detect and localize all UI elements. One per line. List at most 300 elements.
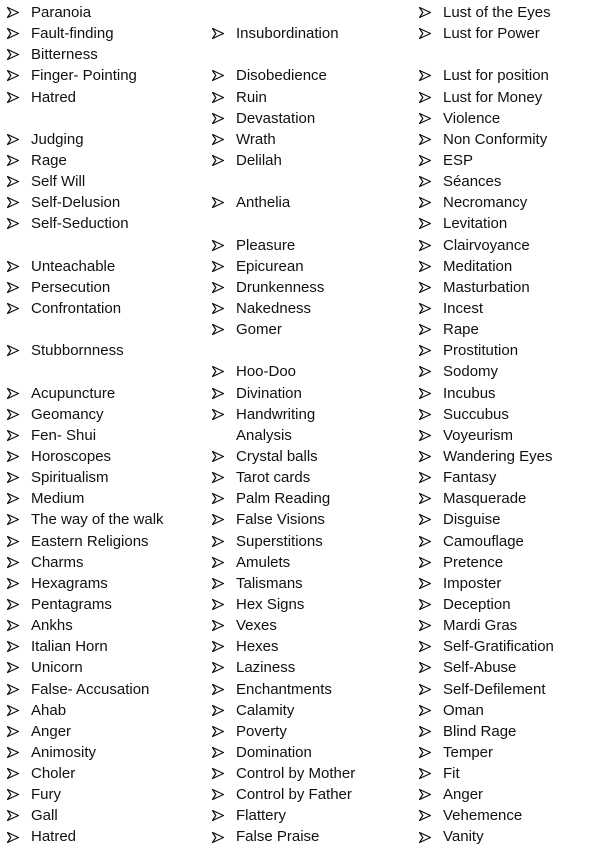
list-item — [7, 721, 207, 742]
bullet-list-column-3 — [419, 2, 608, 848]
list-item — [212, 256, 412, 277]
list-item-label: Masturbation — [443, 278, 530, 296]
arrowhead-bullet-icon — [419, 721, 433, 742]
list-item-label: Gall — [31, 807, 58, 825]
list-spacer — [212, 44, 412, 65]
list-spacer — [7, 319, 207, 340]
list-item-label: Fault-finding — [31, 25, 114, 43]
list-item-label: Rage — [31, 151, 67, 169]
arrowhead-bullet-icon — [7, 509, 21, 530]
arrowhead-bullet-icon — [419, 531, 433, 552]
list-item — [212, 361, 412, 382]
arrowhead-bullet-icon — [7, 171, 21, 192]
list-item-label: Nakedness — [236, 299, 312, 317]
list-item-label: Lust of the Eyes — [443, 4, 551, 21]
arrowhead-bullet-icon — [212, 319, 226, 340]
list-item-label: Lust for Money — [443, 88, 543, 106]
list-item — [419, 361, 608, 382]
arrowhead-bullet-icon — [419, 2, 433, 23]
arrowhead-bullet-icon — [419, 615, 433, 636]
bullet-list-column-2 — [212, 2, 412, 848]
arrowhead-bullet-icon — [212, 636, 226, 657]
list-item — [7, 488, 207, 509]
list-item — [7, 763, 207, 784]
list-item — [419, 721, 608, 742]
arrowhead-bullet-icon — [419, 87, 433, 108]
list-item-label: Italian Horn — [31, 638, 108, 656]
arrowhead-bullet-icon — [212, 383, 226, 404]
list-item-label: Hatred — [31, 828, 77, 846]
arrowhead-bullet-icon — [212, 129, 226, 150]
list-item — [212, 742, 412, 763]
list-item — [7, 657, 207, 678]
list-item-label: Eastern Religions — [31, 532, 149, 550]
arrowhead-bullet-icon — [419, 467, 433, 488]
arrowhead-bullet-icon — [212, 826, 226, 847]
list-item — [419, 425, 608, 446]
list-item-label: Vehemence — [443, 807, 523, 825]
list-item-label: Levitation — [443, 215, 508, 233]
arrowhead-bullet-icon — [7, 192, 21, 213]
arrowhead-bullet-icon — [419, 108, 433, 129]
list-item — [419, 573, 608, 594]
list-item-label: Incest — [443, 299, 484, 317]
list-item-label: Lust for position — [443, 67, 549, 85]
list-item-label: Oman — [443, 701, 484, 719]
list-item-label: Gomer — [236, 321, 282, 339]
arrowhead-bullet-icon — [419, 65, 433, 86]
list-item-label: Laziness — [236, 659, 296, 677]
arrowhead-bullet-icon — [7, 404, 21, 425]
list-spacer — [7, 361, 207, 382]
arrowhead-bullet-icon — [419, 446, 433, 467]
list-item-label: Rape — [443, 321, 479, 339]
list-item — [7, 192, 207, 213]
list-item-label: Succubus — [443, 405, 509, 423]
list-item — [419, 150, 608, 171]
list-item-label: Fantasy — [443, 469, 497, 487]
list-item-label: Non Conformity — [443, 130, 548, 148]
list-item-label: Necromancy — [443, 194, 528, 212]
arrowhead-bullet-icon — [212, 361, 226, 382]
list-item-label: Clairvoyance — [443, 236, 530, 254]
list-item-label: Wandering Eyes — [443, 447, 553, 465]
arrowhead-bullet-icon — [212, 784, 226, 805]
list-item — [419, 594, 608, 615]
list-item-label: Finger- Pointing — [31, 67, 137, 85]
list-item — [7, 425, 207, 446]
arrowhead-bullet-icon — [419, 383, 433, 404]
list-item-label: Amulets — [236, 553, 291, 571]
arrowhead-bullet-icon — [419, 213, 433, 234]
list-item — [212, 425, 412, 446]
list-item — [419, 404, 608, 425]
list-item — [212, 319, 412, 340]
list-item-label: Delilah — [236, 151, 282, 169]
arrowhead-bullet-icon — [419, 192, 433, 213]
list-item — [419, 826, 608, 847]
list-spacer — [7, 108, 207, 129]
arrowhead-bullet-icon — [419, 552, 433, 573]
list-item — [419, 108, 608, 129]
list-item — [419, 509, 608, 530]
arrowhead-bullet-icon — [212, 488, 226, 509]
list-item-label: Anthelia — [236, 194, 291, 212]
list-item — [419, 488, 608, 509]
arrowhead-bullet-icon — [419, 742, 433, 763]
arrowhead-bullet-icon — [7, 150, 21, 171]
list-item-label: Enchantments — [236, 680, 332, 698]
list-item — [212, 826, 412, 847]
arrowhead-bullet-icon — [419, 679, 433, 700]
arrowhead-bullet-icon — [7, 552, 21, 573]
list-item — [212, 784, 412, 805]
list-item — [212, 509, 412, 530]
list-item-label: Incubus — [443, 384, 496, 402]
arrowhead-bullet-icon — [7, 657, 21, 678]
arrowhead-bullet-icon — [212, 192, 226, 213]
list-item — [7, 256, 207, 277]
list-item-label: Self-Delusion — [31, 194, 121, 212]
arrowhead-bullet-icon — [7, 573, 21, 594]
list-item — [419, 763, 608, 784]
list-item-label: Ruin — [236, 88, 267, 106]
arrowhead-bullet-icon — [7, 340, 21, 361]
list-item — [212, 383, 412, 404]
list-item — [7, 340, 207, 361]
list-item — [212, 573, 412, 594]
list-item-label: Deception — [443, 595, 511, 613]
list-item — [7, 467, 207, 488]
arrowhead-bullet-icon — [419, 784, 433, 805]
list-item-label: Palm Reading — [236, 490, 331, 508]
list-item-label: Unteachable — [31, 257, 116, 275]
list-item-label: Pretence — [443, 553, 504, 571]
list-item — [212, 65, 412, 86]
arrowhead-bullet-icon — [419, 805, 433, 826]
arrowhead-bullet-icon — [212, 615, 226, 636]
arrowhead-bullet-icon — [419, 488, 433, 509]
list-item — [419, 805, 608, 826]
list-item — [419, 340, 608, 361]
list-item-label: Analysis — [236, 426, 292, 444]
list-item-label: Spiritualism — [31, 469, 109, 487]
list-item — [212, 488, 412, 509]
list-item-label: Charms — [31, 553, 84, 571]
arrowhead-bullet-icon — [212, 404, 226, 425]
list-item — [7, 742, 207, 763]
list-item — [212, 721, 412, 742]
arrowhead-bullet-icon — [419, 277, 433, 298]
list-item — [7, 65, 207, 86]
list-item — [7, 2, 207, 23]
list-item — [212, 108, 412, 129]
list-item — [419, 784, 608, 805]
list-item-label: Lust for Power — [443, 25, 540, 43]
list-item-label: Disguise — [443, 511, 501, 529]
list-item-label: Self-Gratification — [443, 638, 554, 656]
list-item — [7, 805, 207, 826]
arrowhead-bullet-icon — [212, 235, 226, 256]
arrowhead-bullet-icon — [212, 552, 226, 573]
arrowhead-bullet-icon — [7, 23, 21, 44]
list-item-label: Control by Father — [236, 786, 352, 804]
list-item — [419, 383, 608, 404]
list-item — [7, 213, 207, 234]
arrowhead-bullet-icon — [212, 679, 226, 700]
arrowhead-bullet-icon — [419, 340, 433, 361]
arrowhead-bullet-icon — [212, 150, 226, 171]
list-item-label: Hoo-Doo — [236, 363, 297, 381]
list-item — [419, 129, 608, 150]
list-item — [7, 383, 207, 404]
list-item — [212, 298, 412, 319]
list-item-label: Masquerade — [443, 490, 527, 508]
list-item — [212, 531, 412, 552]
arrowhead-bullet-icon — [419, 23, 433, 44]
list-item — [419, 65, 608, 86]
list-item-label: Drunkenness — [236, 278, 325, 296]
arrowhead-bullet-icon — [212, 721, 226, 742]
list-item — [212, 679, 412, 700]
arrowhead-bullet-icon — [212, 298, 226, 319]
arrowhead-bullet-icon — [7, 826, 21, 847]
list-item-label: Insubordination — [236, 25, 339, 43]
list-item — [419, 467, 608, 488]
list-item-label: Wrath — [236, 130, 276, 148]
arrowhead-bullet-icon — [7, 784, 21, 805]
list-item — [212, 615, 412, 636]
list-item-label: ESP — [443, 151, 474, 169]
arrowhead-bullet-icon — [212, 763, 226, 784]
list-item — [212, 552, 412, 573]
arrowhead-bullet-icon — [212, 700, 226, 721]
list-item — [419, 23, 608, 44]
list-item — [212, 404, 412, 425]
list-item — [212, 150, 412, 171]
list-item-label: Self-Seduction — [31, 215, 129, 233]
list-item-label: Poverty — [236, 722, 287, 740]
list-item-label: Acupuncture — [31, 384, 116, 402]
list-item — [7, 509, 207, 530]
list-item — [419, 552, 608, 573]
arrowhead-bullet-icon — [419, 509, 433, 530]
list-item — [419, 298, 608, 319]
arrowhead-bullet-icon — [7, 594, 21, 615]
list-item-label: Pentagrams — [31, 595, 112, 613]
arrowhead-bullet-icon — [7, 383, 21, 404]
arrowhead-bullet-icon — [7, 425, 21, 446]
arrowhead-bullet-icon — [419, 319, 433, 340]
list-item-label: Imposter — [443, 574, 502, 592]
list-item-label: False Visions — [236, 511, 325, 529]
list-item-label: Domination — [236, 743, 312, 761]
list-item — [7, 700, 207, 721]
list-item-label: Flattery — [236, 807, 287, 825]
arrowhead-bullet-icon — [7, 700, 21, 721]
arrowhead-bullet-icon — [7, 44, 21, 65]
list-item — [7, 531, 207, 552]
list-item — [7, 129, 207, 150]
list-item-label: Persecution — [31, 278, 111, 296]
list-item — [7, 552, 207, 573]
list-item — [419, 235, 608, 256]
list-item-label: Devastation — [236, 109, 316, 127]
arrowhead-bullet-icon — [419, 826, 433, 847]
list-item — [419, 2, 608, 23]
list-item-label: Voyeurism — [443, 426, 514, 444]
list-item — [419, 742, 608, 763]
list-item — [7, 87, 207, 108]
list-item — [419, 636, 608, 657]
arrowhead-bullet-icon — [419, 256, 433, 277]
list-item — [212, 805, 412, 826]
list-item-label: Stubbornness — [31, 342, 124, 360]
list-item-label: Ahab — [31, 701, 67, 719]
list-item-label: Self Will — [31, 173, 86, 191]
list-item — [419, 256, 608, 277]
list-item — [212, 446, 412, 467]
list-spacer — [7, 235, 207, 256]
list-item — [419, 615, 608, 636]
list-item-label: False- Accusation — [31, 680, 150, 698]
list-item-label: Meditation — [443, 257, 513, 275]
arrowhead-bullet-icon — [419, 700, 433, 721]
list-item-label: Disobedience — [236, 67, 327, 85]
arrowhead-bullet-icon — [7, 213, 21, 234]
list-item — [7, 23, 207, 44]
arrowhead-bullet-icon — [7, 488, 21, 509]
list-item-label: Animosity — [31, 743, 97, 761]
arrowhead-bullet-icon — [7, 87, 21, 108]
list-item-label: Self-Defilement — [443, 680, 546, 698]
arrowhead-bullet-icon — [212, 277, 226, 298]
list-item — [7, 171, 207, 192]
list-item — [7, 784, 207, 805]
arrowhead-bullet-icon — [419, 573, 433, 594]
arrowhead-bullet-icon — [212, 742, 226, 763]
arrowhead-bullet-icon — [7, 742, 21, 763]
list-spacer — [212, 213, 412, 234]
list-item-label: Confrontation — [31, 299, 122, 317]
list-item-label: Violence — [443, 109, 501, 127]
list-item — [212, 467, 412, 488]
list-item — [212, 235, 412, 256]
list-item-label: Handwriting — [236, 405, 316, 423]
list-item-label: Sodomy — [443, 363, 499, 381]
list-item-label: Geomancy — [31, 405, 104, 423]
list-spacer — [212, 2, 412, 23]
arrowhead-bullet-icon — [419, 594, 433, 615]
arrowhead-bullet-icon — [419, 404, 433, 425]
list-item-label: Anger — [443, 786, 484, 804]
list-item-label: Temper — [443, 743, 494, 761]
arrowhead-bullet-icon — [212, 256, 226, 277]
list-item — [212, 87, 412, 108]
list-item — [7, 826, 207, 847]
list-item-label: The way of the walk — [31, 511, 164, 529]
list-item — [419, 213, 608, 234]
list-item — [419, 171, 608, 192]
list-item — [7, 573, 207, 594]
list-item-label: Self-Abuse — [443, 659, 517, 677]
list-item-label: Fit — [443, 765, 460, 783]
list-item-label: Paranoia — [31, 4, 92, 21]
list-item-label: Bitterness — [31, 46, 98, 64]
list-item-label: Hex Signs — [236, 595, 305, 613]
arrowhead-bullet-icon — [7, 65, 21, 86]
arrowhead-bullet-icon — [212, 108, 226, 129]
arrowhead-bullet-icon — [212, 573, 226, 594]
list-item — [212, 763, 412, 784]
list-item-label: Unicorn — [31, 659, 83, 677]
list-item-label: Fury — [31, 786, 61, 804]
list-item — [419, 657, 608, 678]
arrowhead-bullet-icon — [419, 171, 433, 192]
list-item-label: Epicurean — [236, 257, 304, 275]
list-item-label: Calamity — [236, 701, 295, 719]
list-item — [212, 700, 412, 721]
list-item-label: Horoscopes — [31, 447, 112, 465]
arrowhead-bullet-icon — [7, 446, 21, 467]
arrowhead-bullet-icon — [7, 298, 21, 319]
list-item-label: Mardi Gras — [443, 617, 518, 635]
arrowhead-bullet-icon — [7, 129, 21, 150]
arrowhead-bullet-icon — [212, 509, 226, 530]
bullet-list-column-1 — [7, 2, 207, 848]
list-item-label: Judging — [31, 130, 84, 148]
list-item-label: Ankhs — [31, 617, 73, 635]
arrowhead-bullet-icon — [212, 805, 226, 826]
list-item-label: Hexes — [236, 638, 279, 656]
list-item — [7, 277, 207, 298]
list-item — [7, 44, 207, 65]
list-item — [212, 594, 412, 615]
list-item-label: Hatred — [31, 88, 77, 106]
list-spacer — [419, 44, 608, 65]
arrowhead-bullet-icon — [419, 361, 433, 382]
arrowhead-bullet-icon — [7, 636, 21, 657]
arrowhead-bullet-icon — [419, 657, 433, 678]
arrowhead-bullet-icon — [419, 425, 433, 446]
list-item — [212, 23, 412, 44]
arrowhead-bullet-icon — [212, 23, 226, 44]
arrowhead-bullet-icon — [419, 235, 433, 256]
list-spacer — [212, 171, 412, 192]
list-item-label: Crystal balls — [236, 447, 318, 465]
list-item-label: Divination — [236, 384, 302, 402]
arrowhead-bullet-icon — [419, 298, 433, 319]
arrowhead-bullet-icon — [7, 256, 21, 277]
list-item — [419, 277, 608, 298]
arrowhead-bullet-icon — [212, 446, 226, 467]
arrowhead-bullet-icon — [7, 615, 21, 636]
arrowhead-bullet-icon — [7, 467, 21, 488]
list-item-label: Pleasure — [236, 236, 296, 254]
arrowhead-bullet-icon — [7, 531, 21, 552]
arrowhead-bullet-icon — [419, 129, 433, 150]
list-item — [419, 192, 608, 213]
list-item-label: Blind Rage — [443, 722, 517, 740]
list-item — [7, 404, 207, 425]
list-item — [419, 319, 608, 340]
list-item-label: Vexes — [236, 617, 277, 635]
list-item — [212, 636, 412, 657]
list-item-label: Fen- Shui — [31, 426, 97, 444]
list-item — [419, 87, 608, 108]
arrowhead-bullet-icon — [7, 277, 21, 298]
arrowhead-bullet-icon — [7, 805, 21, 826]
